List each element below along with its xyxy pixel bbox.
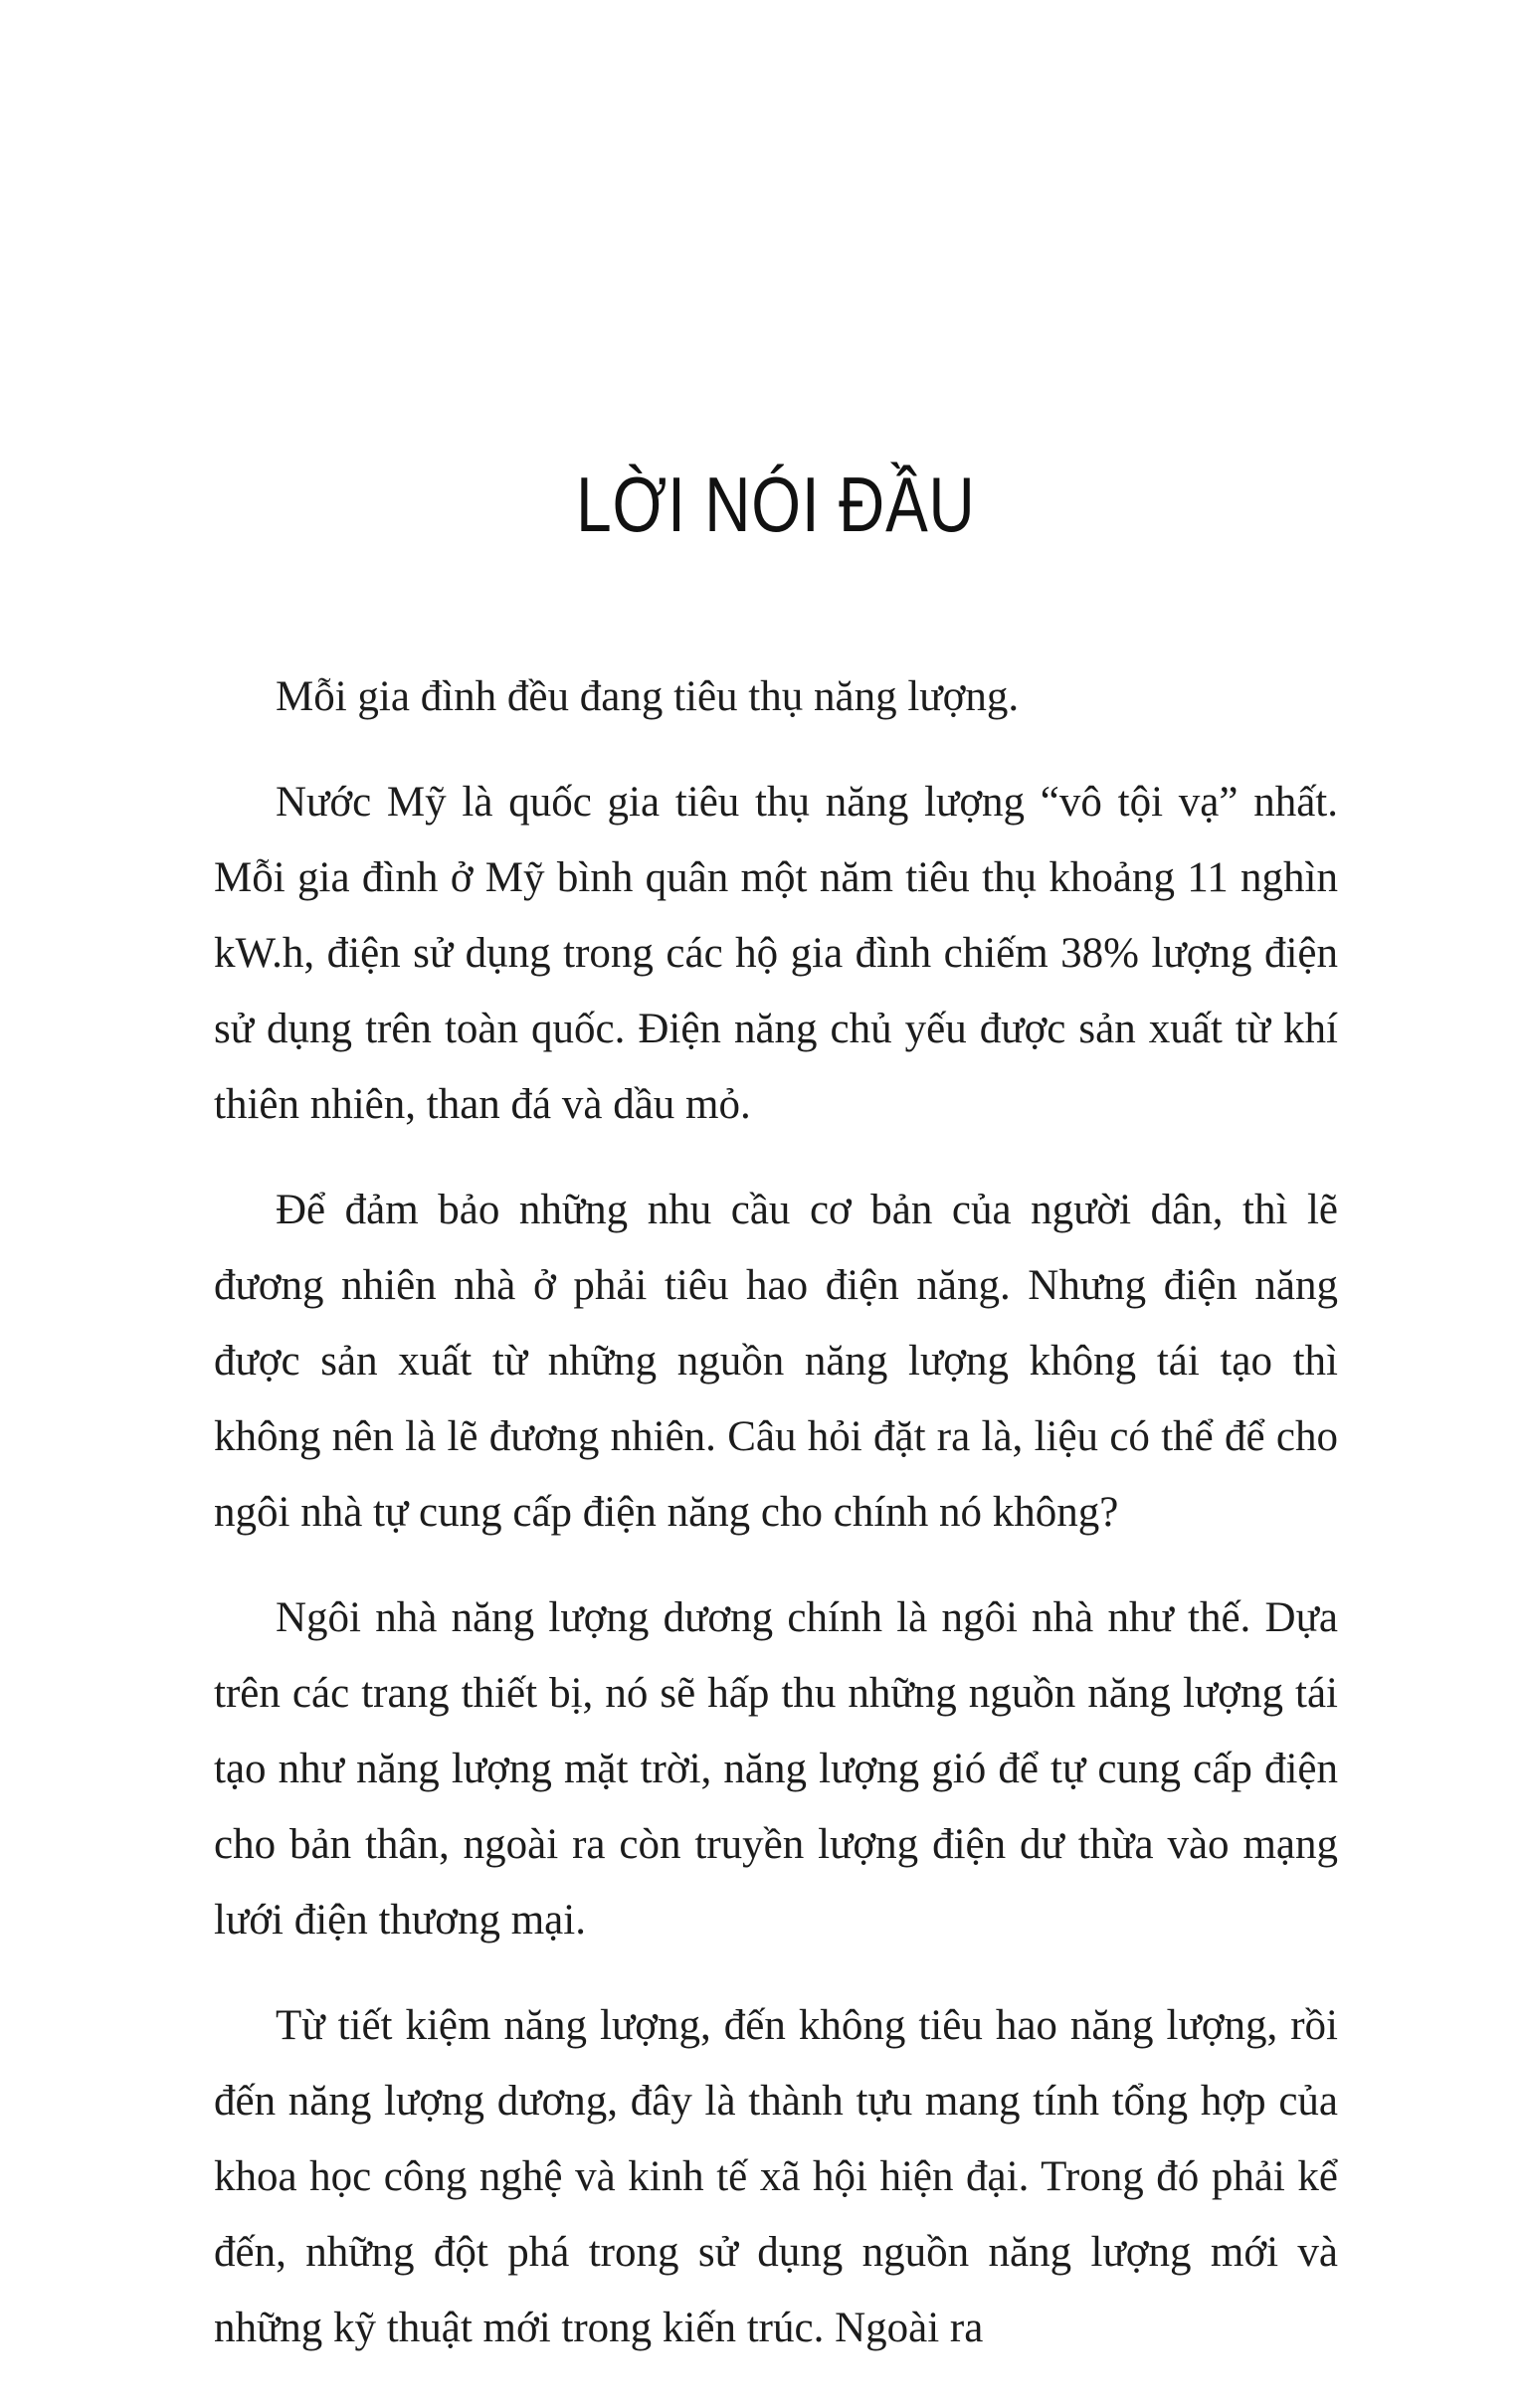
paragraph: Mỗi gia đình đều đang tiêu thụ năng lượng. (276, 673, 1020, 720)
paragraph: Nước Mỹ là quốc gia tiêu thụ năng lượng “vô tội vạ” nhất. Mỗi gia đình ở Mỹ bình quân một năm tiêu thụ khoảng 11 nghìn kW.h, điện sử dụng trong các hộ gia đình chiếm 38% lượng điện sử dụng trên toàn quốc. Điện năng chủ yếu được sản xuất từ khí thiên nhiên, than đá và dầu mỏ. (214, 779, 1338, 1128)
paragraph: Từ tiết kiệm năng lượng, đến không tiêu hao năng lượng, rồi đến năng lượng dương, đây là thành tựu mang tính tổng hợp của khoa học công nghệ và kinh tế xã hội hiện đại. Trong đó phải kể đến, những đột phá trong sử dụng nguồn năng lượng mới và những kỹ thuật mới trong kiến trúc. Ngoài ra (214, 2002, 1338, 2351)
body-text (214, 659, 1338, 2366)
page-title-text: LỜI NÓI ĐẦU (576, 461, 976, 548)
paragraph: Ngôi nhà năng lượng dương chính là ngôi nhà như thế. Dựa trên các trang thiết bị, nó sẽ hấp thu những nguồn năng lượng tái tạo như năng lượng mặt trời, năng lượng gió để tự cung cấp điện cho bản thân, ngoài ra còn truyền lượng điện dư thừa vào mạng lưới điện thương mại. (214, 1594, 1338, 1944)
page-title (214, 460, 1338, 550)
paragraph: Để đảm bảo những nhu cầu cơ bản của người dân, thì lẽ đương nhiên nhà ở phải tiêu hao điện năng. Nhưng điện năng được sản xuất từ những nguồn năng lượng không tái tạo thì không nên là lẽ đương nhiên. Câu hỏi đặt ra là, liệu có thể để cho ngôi nhà tự cung cấp điện năng cho chính nó không? (214, 1187, 1338, 1536)
